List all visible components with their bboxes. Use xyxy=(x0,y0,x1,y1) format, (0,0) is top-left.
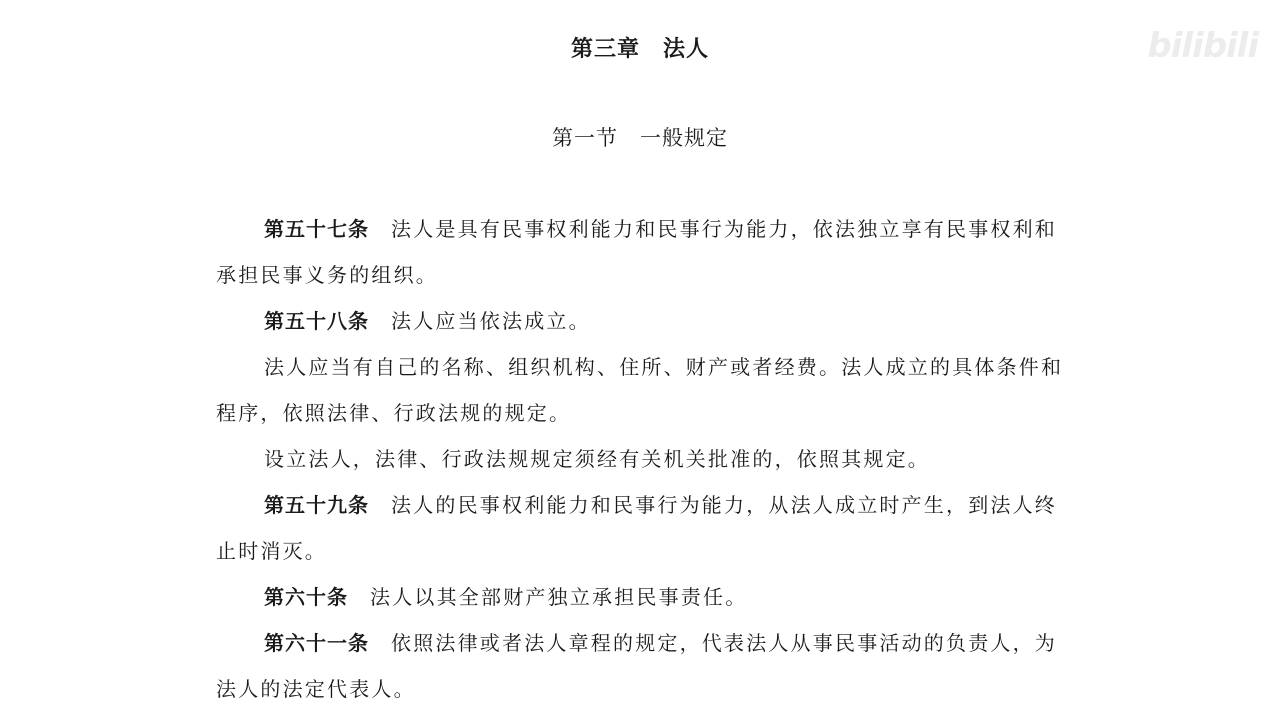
chapter-title: 第三章 法人 xyxy=(570,37,709,62)
paragraph-text: 法人以其全部财产独立承担民事责任。 xyxy=(370,585,748,609)
bilibili-logo-icon: bilibili xyxy=(1147,26,1258,66)
paragraph-text: 法人应当有自己的名称、组织机构、住所、财产或者经费。法人成立的具体条件和程序，依照法律、行政法规的规定。 xyxy=(216,355,1064,425)
paragraph xyxy=(216,574,1066,620)
article-number: 第五十七条 xyxy=(264,217,369,241)
paragraph-text: 法人应当依法成立。 xyxy=(391,309,591,333)
video-watermark xyxy=(1147,26,1258,66)
paragraph xyxy=(216,436,1066,482)
article-number: 第五十八条 xyxy=(264,309,369,333)
paragraph xyxy=(216,344,1066,436)
paragraph xyxy=(216,482,1066,574)
document-body xyxy=(216,206,1066,712)
paragraph-text: 法人的民事权利能力和民事行为能力，从法人成立时产生，到法人终止时消灭。 xyxy=(216,493,1057,563)
paragraph-text: 依照法律或者法人章程的规定，代表法人从事民事活动的负责人，为法人的法定代表人。 xyxy=(216,631,1057,701)
article-number: 第六十一条 xyxy=(264,631,369,655)
paragraph xyxy=(216,298,1066,344)
section-title: 第一节 一般规定 xyxy=(552,126,728,150)
paragraph xyxy=(216,206,1066,298)
article-number: 第六十条 xyxy=(264,585,348,609)
paragraph xyxy=(216,620,1066,712)
paragraph-text: 设立法人，法律、行政法规规定须经有关机关批准的，依照其规定。 xyxy=(264,447,930,471)
article-number: 第五十九条 xyxy=(264,493,369,517)
paragraph-text: 法人是具有民事权利能力和民事行为能力，依法独立享有民事权利和承担民事义务的组织。 xyxy=(216,217,1057,287)
